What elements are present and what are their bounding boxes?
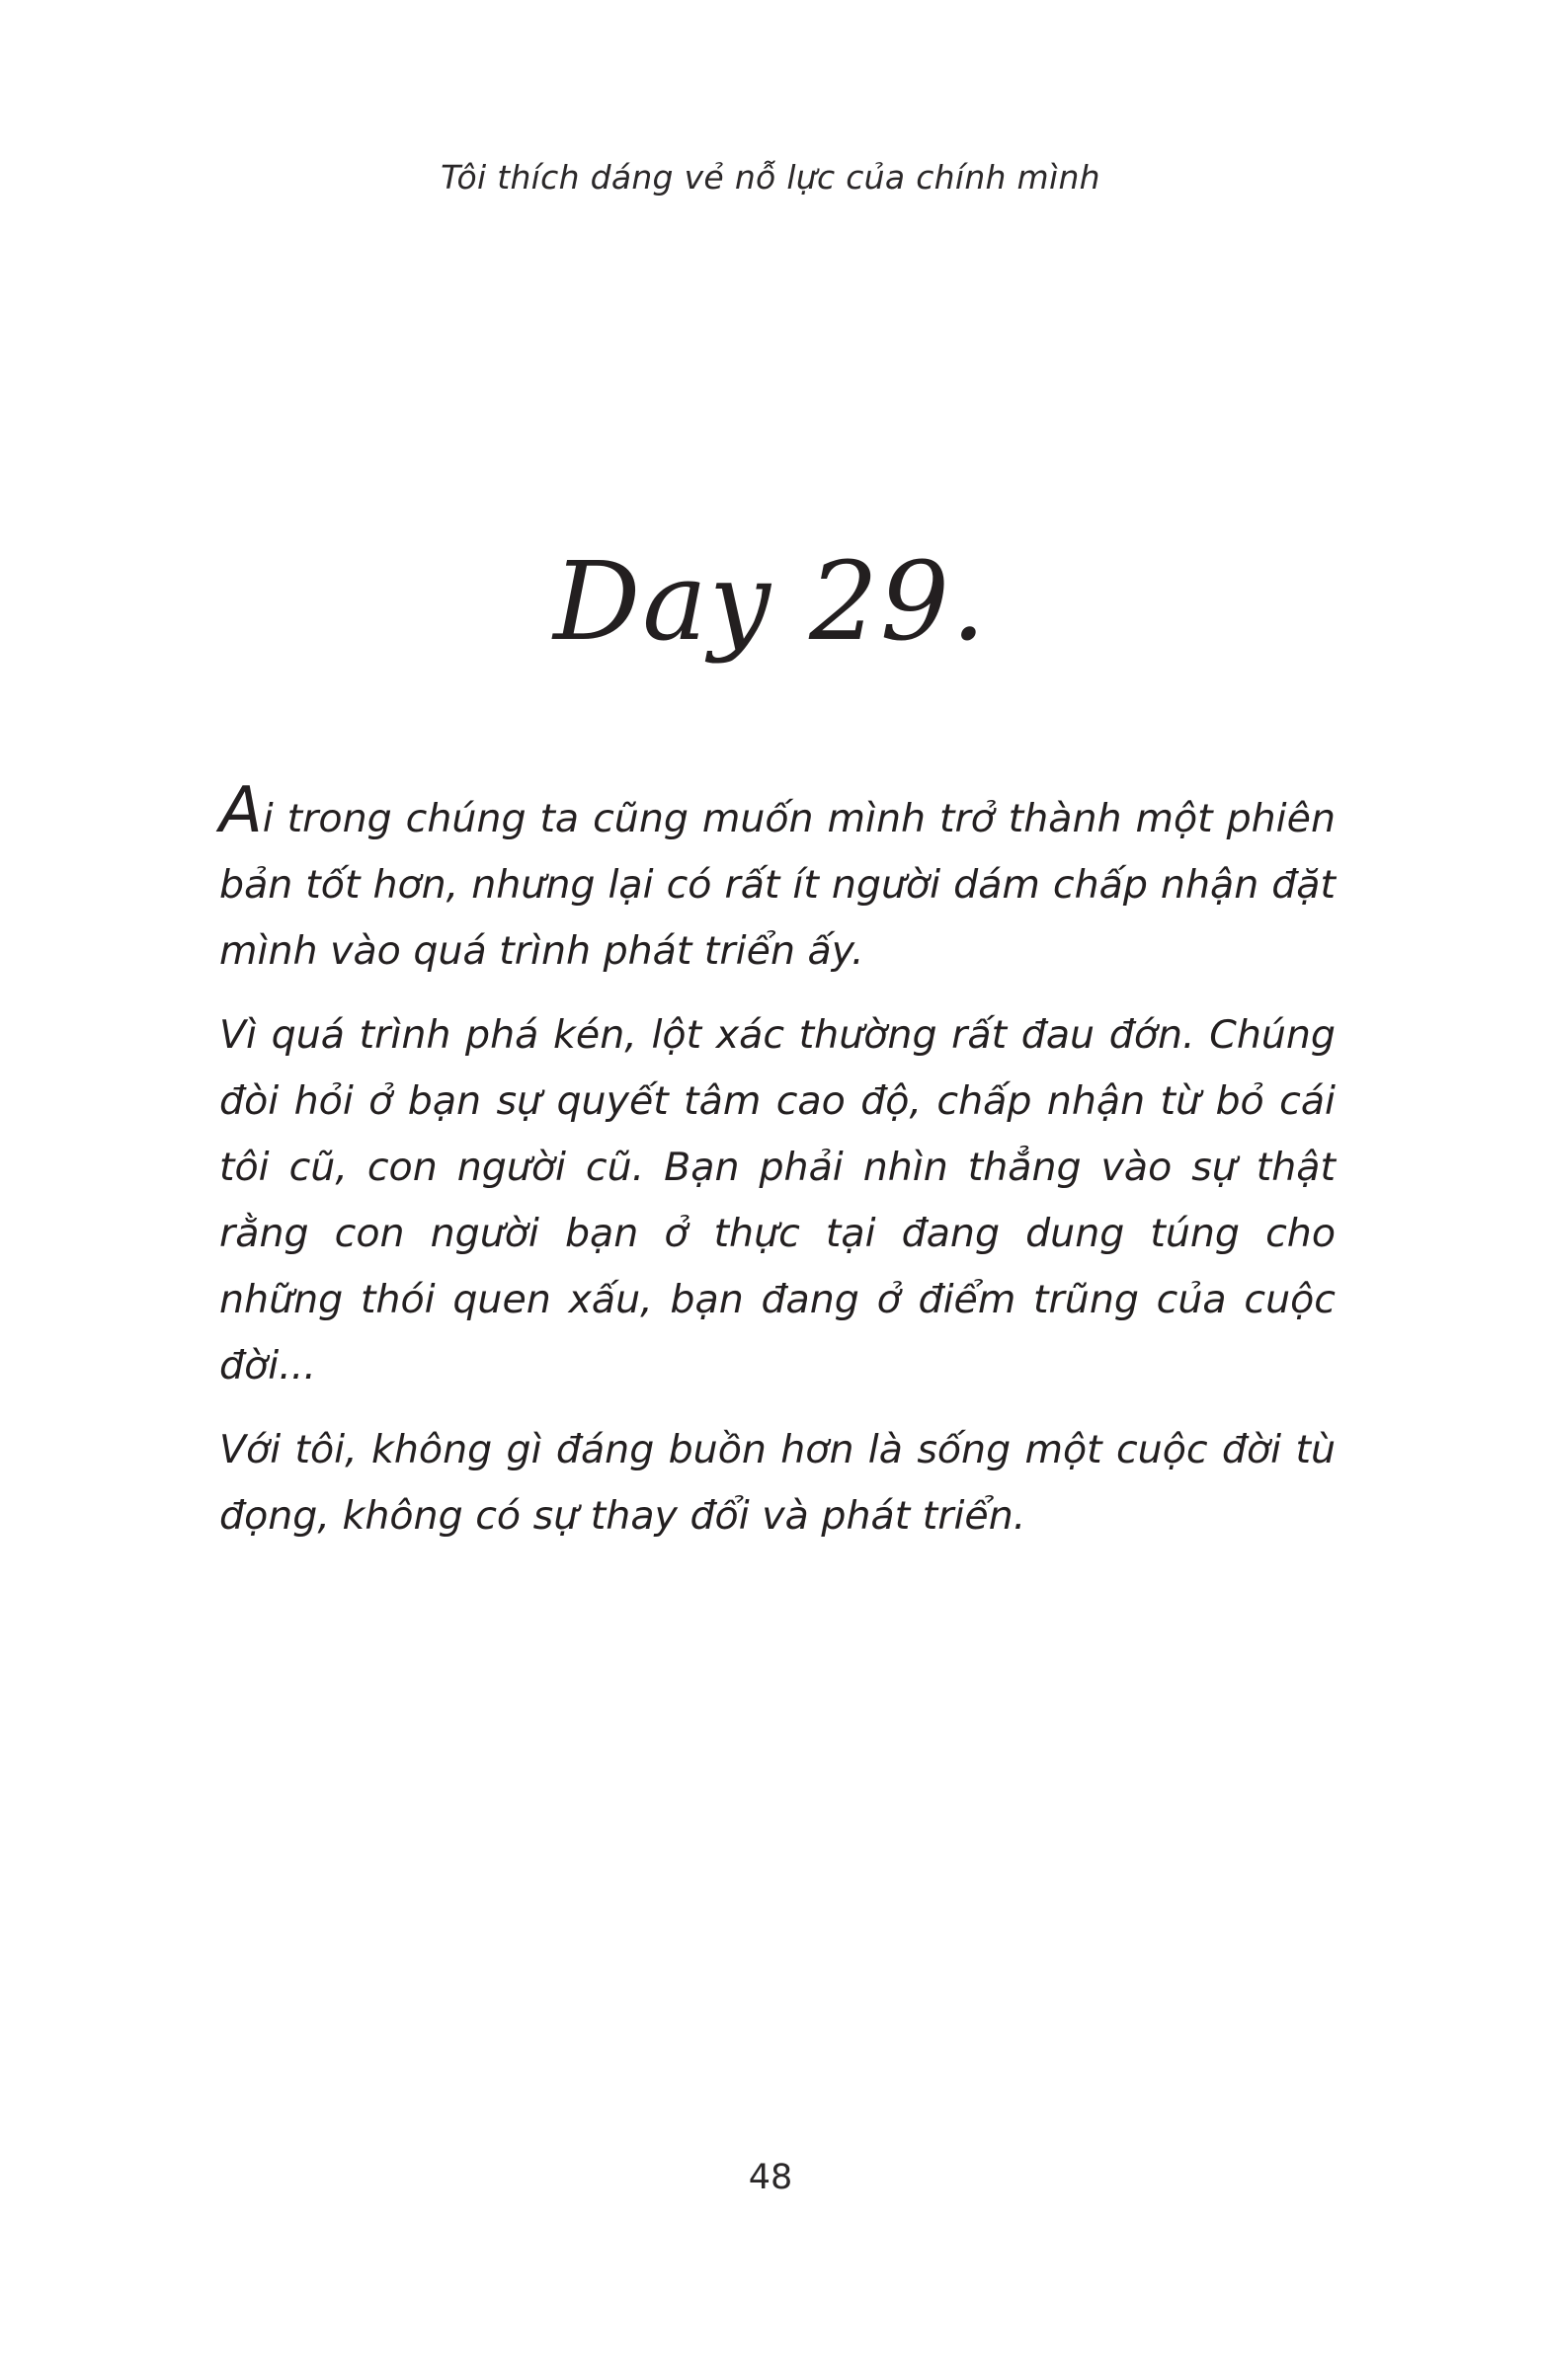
drop-cap: A xyxy=(219,774,263,847)
body-text xyxy=(219,774,1336,1567)
paragraph-2: Vì quá trình phá kén, lột xác thường rất đau đớn. Chúng đòi hỏi ở bạn sự quyết tâm cao độ, chấp nhận từ bỏ cái tôi cũ, con người cũ. Bạn phải nhìn thẳng vào sự thật rằng con người bạn ở thực tại đang dung túng cho những thói quen xấu, bạn đang ở điểm trũng của cuộc đời... xyxy=(219,1012,1336,1388)
page-number: 48 xyxy=(748,2158,793,2197)
paragraph-3: Với tôi, không gì đáng buồn hơn là sống một cuộc đời tù đọng, không có sự thay đổi và phát triển. xyxy=(219,1427,1336,1539)
chapter-title: Day 29. xyxy=(553,538,988,665)
paragraph-1 xyxy=(219,774,1336,985)
running-header: Tôi thích dáng vẻ nỗ lực của chính mình xyxy=(441,158,1100,197)
paragraph-1-text: i trong chúng ta cũng muốn mình trở thành một phiên bản tốt hơn, nhưng lại có rất ít người dám chấp nhận đặt mình vào quá trình phát triển ấy. xyxy=(219,796,1336,974)
